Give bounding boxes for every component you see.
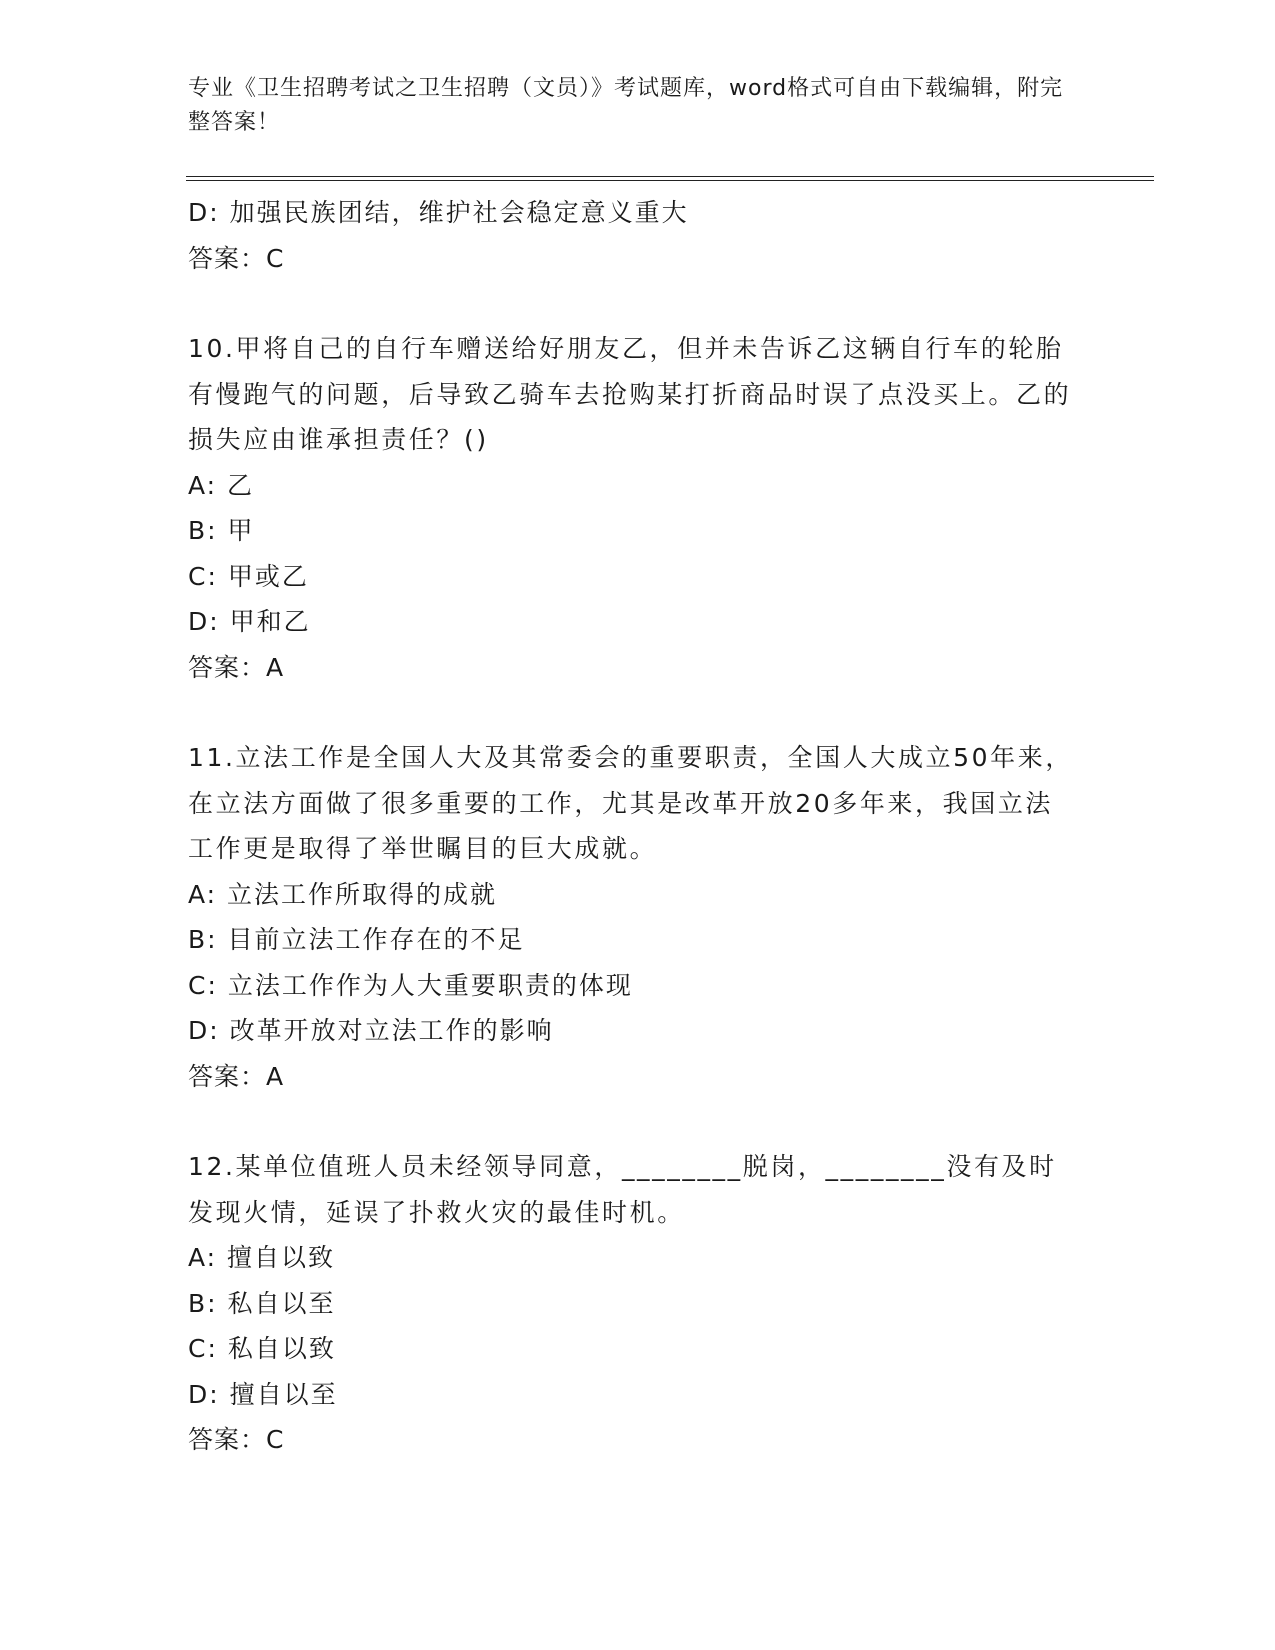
- question-10: [188, 326, 1088, 690]
- option-c: C: 甲或乙: [188, 561, 309, 591]
- answer: 答案：A: [188, 652, 285, 682]
- document-header: 专业《卫生招聘考试之卫生招聘（文员）》考试题库，word格式可自由下载编辑，附完整答案！: [188, 76, 1064, 135]
- answer: 答案：C: [188, 1425, 285, 1454]
- option-b: B: 甲: [188, 516, 255, 545]
- option-c: C: 私自以致: [188, 1334, 336, 1363]
- spacer: [188, 690, 1088, 735]
- question-stem: 12.某单位值班人员未经领导同意，________脱岗，________没有及时发现火情，延误了扑救火灾的最佳时机。: [188, 1152, 1057, 1227]
- option-a: A: 立法工作所取得的成就: [188, 879, 498, 909]
- option-d: D: 改革开放对立法工作的影响: [188, 1016, 554, 1045]
- option-b: B: 私自以至: [188, 1288, 336, 1318]
- spacer: [188, 1099, 1088, 1144]
- question-stem: 10.甲将自己的自行车赠送给好朋友乙，但并未告诉乙这辆自行车的轮胎有慢跑气的问题，后导致乙骑车去抢购某打折商品时误了点没买上。乙的损失应由谁承担责任？(): [188, 334, 1072, 454]
- option-b: B: 目前立法工作存在的不足: [188, 925, 525, 954]
- header-divider: [186, 176, 1154, 181]
- option-d: D: 擅自以至: [188, 1379, 338, 1409]
- question-stem: 11.立法工作是全国人大及其常委会的重要职责，全国人大成立50年来，在立法方面做了很多重要的工作，尤其是改革开放20多年来，我国立法工作更是取得了举世瞩目的巨大成就。: [188, 743, 1073, 863]
- question-list: [188, 190, 1088, 1463]
- option-d: D: 加强民族团结，维护社会稳定意义重大: [188, 198, 689, 227]
- answer: 答案：C: [188, 243, 285, 273]
- option-d: D: 甲和乙: [188, 607, 311, 636]
- option-a: A: 擅自以致: [188, 1243, 336, 1272]
- option-c: C: 立法工作作为人大重要职责的体现: [188, 970, 633, 1000]
- answer: 答案：A: [188, 1061, 285, 1091]
- question-11: [188, 735, 1088, 1099]
- spacer: [188, 281, 1088, 326]
- question-12: [188, 1144, 1088, 1463]
- option-a: A: 乙: [188, 470, 255, 500]
